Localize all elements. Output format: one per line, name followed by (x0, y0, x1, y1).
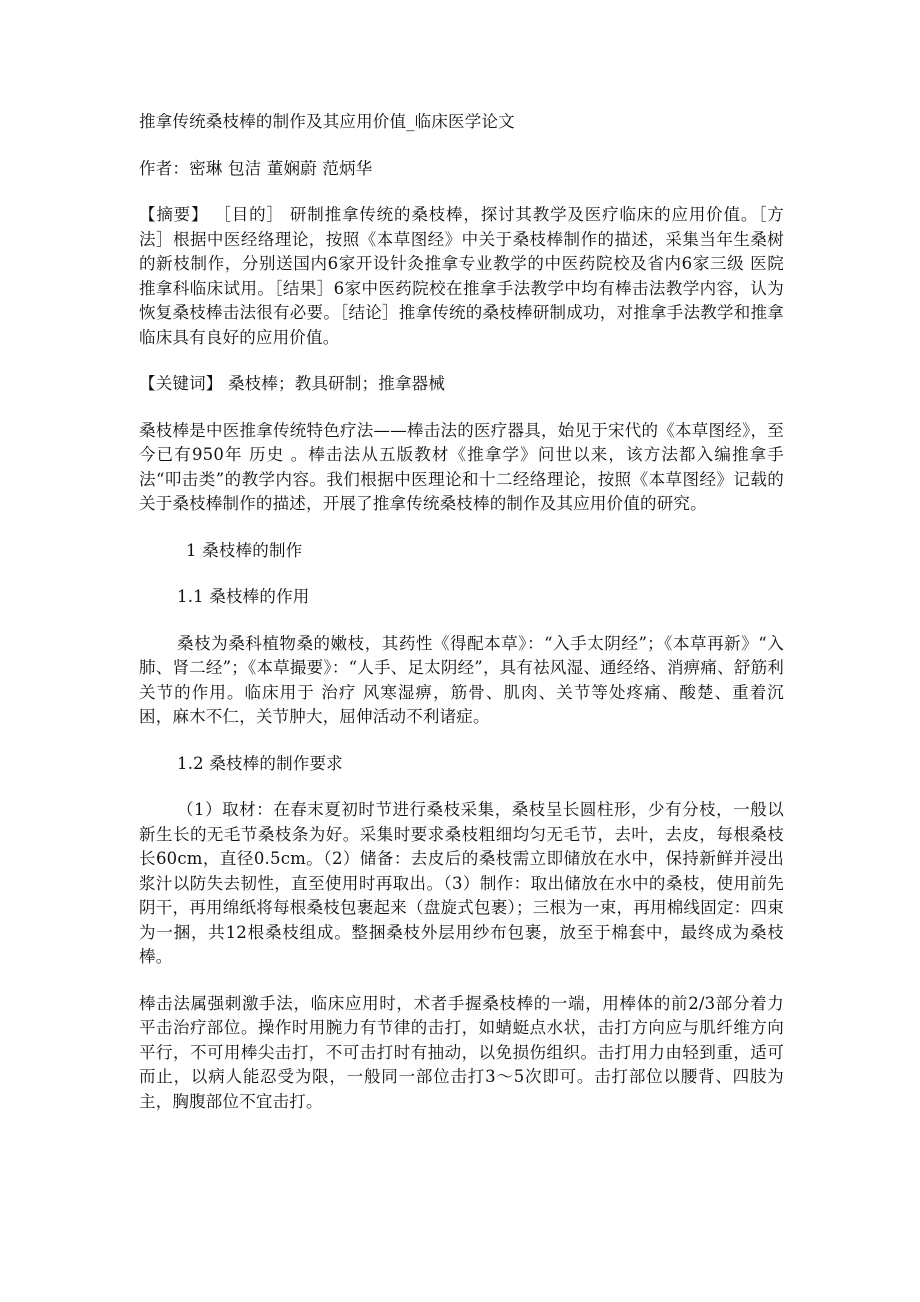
abstract-paragraph: 【摘要】 ［目的］ 研制推拿传统的桑枝棒，探讨其教学及医疗临床的应用价值。［方法］根据中医经络理论，按照《本草图经》中关于桑枝棒制作的描述，采集当年生桑树的新枝制作，分别送国内6家开设针灸推拿专业教学的中医药院校及省内6家三级 医院 推拿科临床试用。［结果］6家中医药院校在推拿手法教学中均有棒击法教学内容，认为恢复桑枝棒击法很有必要。［结论］推拿传统的桑枝棒研制成功，对推拿手法教学和推拿临床具有良好的应用价值。 (139, 205, 784, 347)
paragraph-1-2: （1）取材：在春末夏初时节进行桑枝采集，桑枝呈长圆柱形，少有分枝，一般以新生长的无毛节桑枝条为好。采集时要求桑枝粗细均匀无毛节，去叶，去皮，每根桑枝长60cm，直径0.5cm。（2）储备：去皮后的桑枝需立即储放在水中，保持新鲜并浸出浆汁以防失去韧性，直至使用时再取出。（3）制作：取出储放在水中的桑枝，使用前先阴干，再用绵纸将每根桑枝包裹起来（盘旋式包裹）；三根为一束，再用棉线固定：四束为一捆，共12根桑枝组成。整捆桑枝外层用纱布包裹，放至于棉套中，最终成为桑枝棒。 (139, 800, 784, 966)
section-heading-1-1: 1.1 桑枝棒的作用 (177, 587, 310, 606)
section-heading-1-2: 1.2 桑枝棒的制作要求 (177, 753, 343, 773)
document-title: 推拿传统桑枝棒的制作及其应用价值_临床医学论文 (139, 112, 515, 131)
section-heading-1: 1 桑枝棒的制作 (186, 540, 303, 560)
paragraph-1-1: 桑枝为桑科植物桑的嫩枝，其药性《得配本草》：“入手太阴经”；《本草再新》“入肺、肾二经”；《本草撮要》：“人手、足太阴经”，具有祛风湿、通经络、消痹痛、舒筋利关节的作用。临床用于 治疗 风寒湿痹，筋骨、肌肉、关节等处疼痛、酸楚、重着沉困，麻木不仁，关节肿大，屈伸活动不利诸症。 (139, 633, 784, 726)
keywords-line: 【关键词】 桑枝棒；教具研制；推拿器械 (139, 374, 446, 393)
intro-paragraph: 桑枝棒是中医推拿传统特色疗法——棒击法的医疗器具，始见于宋代的《本草图经》，至今已有950年 历史 。棒击法从五版教材《推拿学》问世以来，该方法都入编推拿手法“叩击类”的教学内容。我们根据中医理论和十二经络理论，按照《本草图经》记载的关于桑枝棒制作的描述，开展了推拿传统桑枝棒的制作及其应用价值的研究。 (139, 420, 784, 513)
paragraph-usage: 棒击法属强刺激手法，临床应用时，术者手握桑枝棒的一端，用棒体的前2/3部分着力平击治疗部位。操作时用腕力有节律的击打，如蜻蜓点水状，击打方向应与肌纤维方向平行，不可用棒尖击打，不可击打时有抽动，以免损伤组织。击打用力由轻到重，适可而止，以病人能忍受为限，一般同一部位击打3～5次即可。击打部位以腰背、四肢为主，胸腹部位不宜击打。 (139, 993, 784, 1111)
authors-line: 作者：密琳 包洁 董娴蔚 范炳华 (139, 158, 373, 178)
document-page (139, 110, 784, 1136)
